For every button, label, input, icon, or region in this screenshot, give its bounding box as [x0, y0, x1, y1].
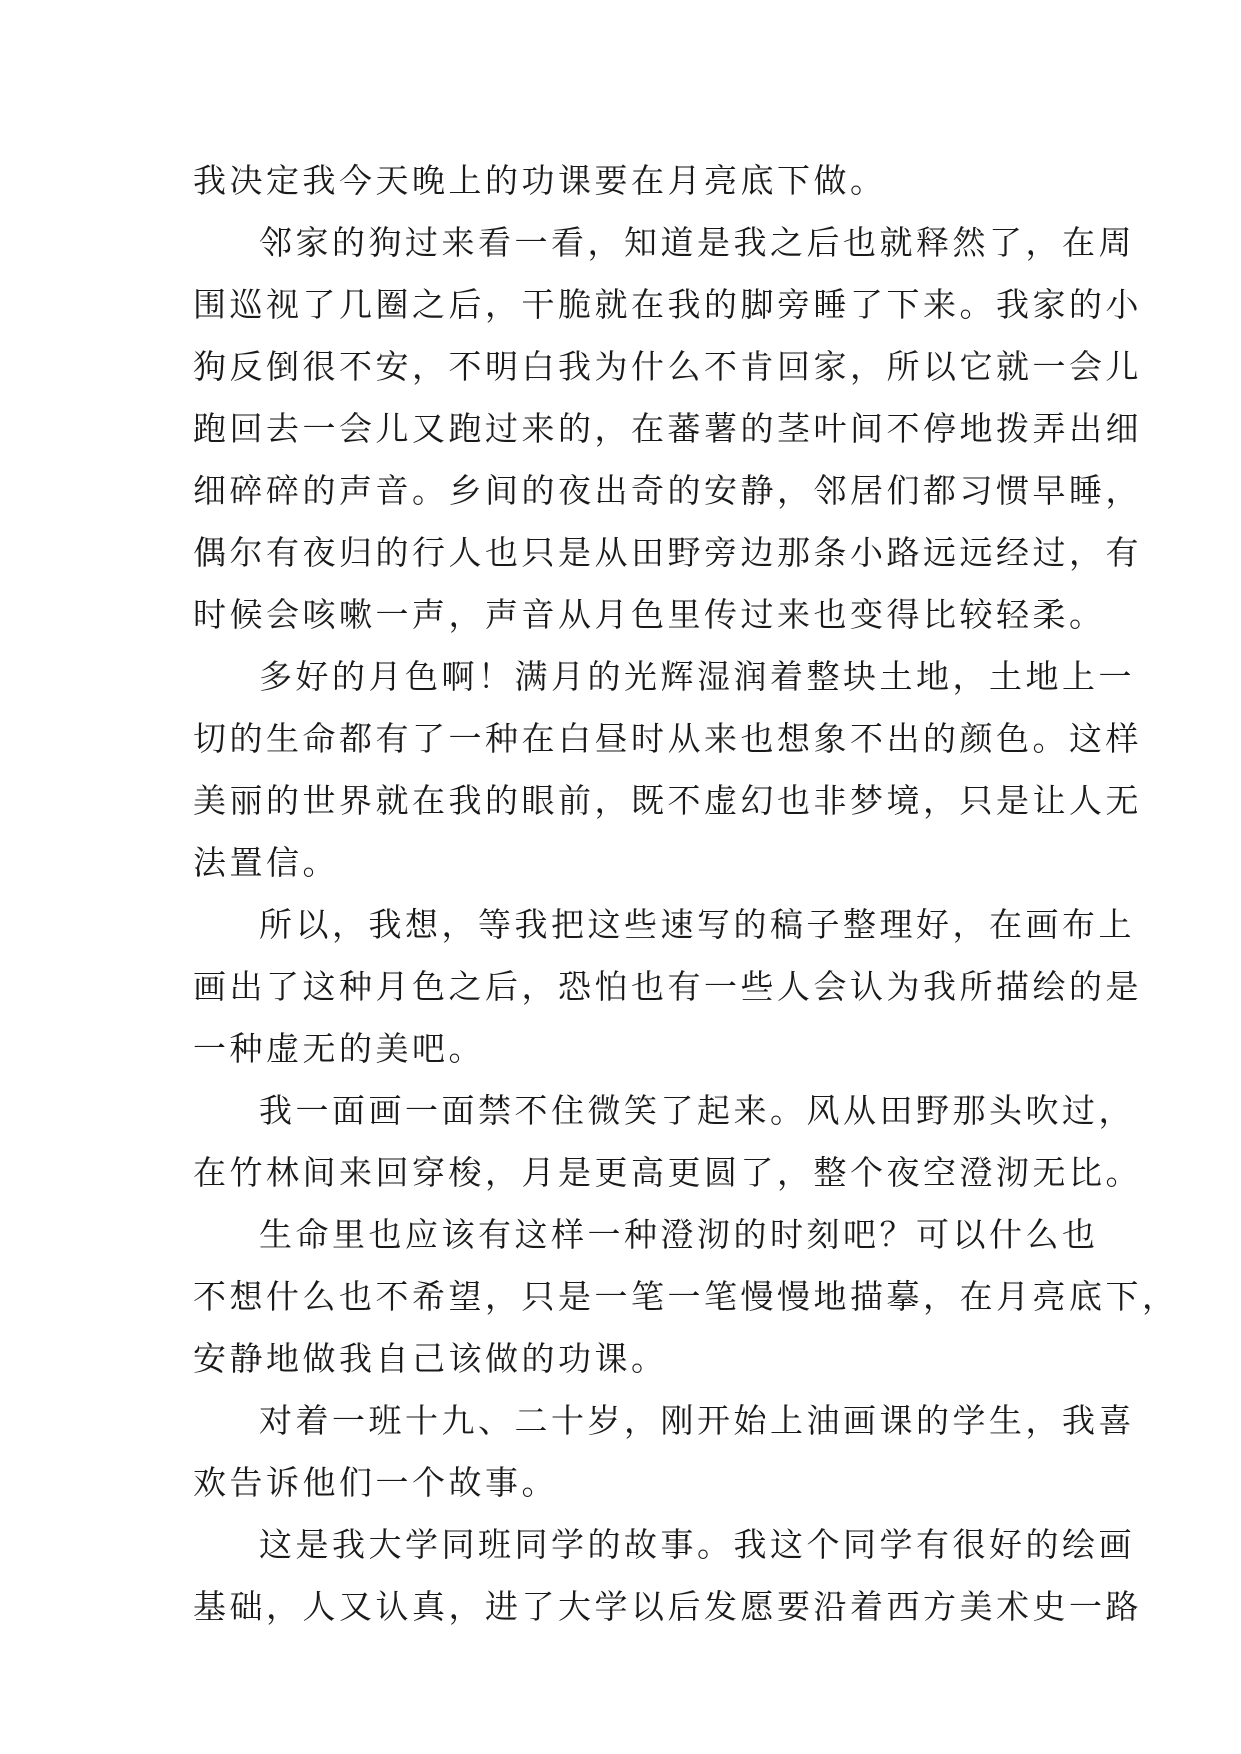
text-line: 我一面画一面禁不住微笑了起来。风从田野那头吹过， [259, 1091, 1135, 1130]
text-line: 不想什么也不希望，只是一笔一笔慢慢地描摹，在月亮底下， [193, 1277, 1179, 1316]
text-line: 所以，我想，等我把这些速写的稿子整理好，在画布上 [259, 905, 1135, 944]
text-line: 在竹林间来回穿梭，月是更高更圆了，整个夜空澄沏无比。 [193, 1153, 1142, 1192]
text-line: 画出了这种月色之后，恐怕也有一些人会认为我所描绘的是 [193, 967, 1142, 1006]
text-line: 多好的月色啊！满月的光辉湿润着整块土地，土地上一 [259, 657, 1135, 696]
text-line: 基础，人又认真，进了大学以后发愿要沿着西方美术史一路 [193, 1587, 1142, 1626]
text-line: 偶尔有夜归的行人也只是从田野旁边那条小路远远经过，有 [193, 533, 1142, 572]
text-line: 安静地做我自己该做的功课。 [193, 1339, 668, 1378]
text-line: 法置信。 [193, 843, 339, 882]
text-line: 欢告诉他们一个故事。 [193, 1463, 558, 1502]
text-line: 时候会咳嗽一声，声音从月色里传过来也变得比较轻柔。 [193, 595, 1106, 634]
text-line: 我决定我今天晚上的功课要在月亮底下做。 [193, 161, 887, 200]
text-line: 切的生命都有了一种在白昼时从来也想象不出的颜色。这样 [193, 719, 1142, 758]
text-line: 生命里也应该有这样一种澄沏的时刻吧？可以什么也 [259, 1215, 1099, 1254]
text-line: 狗反倒很不安，不明白我为什么不肯回家，所以它就一会儿 [193, 347, 1142, 386]
text-line: 美丽的世界就在我的眼前，既不虚幻也非梦境，只是让人无 [193, 781, 1142, 820]
text-line: 这是我大学同班同学的故事。我这个同学有很好的绘画 [259, 1525, 1135, 1564]
text-line: 一种虚无的美吧。 [193, 1029, 485, 1068]
text-line: 邻家的狗过来看一看，知道是我之后也就释然了，在周 [259, 223, 1135, 262]
body-text [193, 150, 1179, 1638]
text-line: 跑回去一会儿又跑过来的，在蕃薯的茎叶间不停地拨弄出细 [193, 409, 1142, 448]
text-line: 细碎碎的声音。乡间的夜出奇的安静，邻居们都习惯早睡， [193, 471, 1142, 510]
text-line: 围巡视了几圈之后，干脆就在我的脚旁睡了下来。我家的小 [193, 285, 1142, 324]
text-line: 对着一班十九、二十岁，刚开始上油画课的学生，我喜 [259, 1401, 1135, 1440]
